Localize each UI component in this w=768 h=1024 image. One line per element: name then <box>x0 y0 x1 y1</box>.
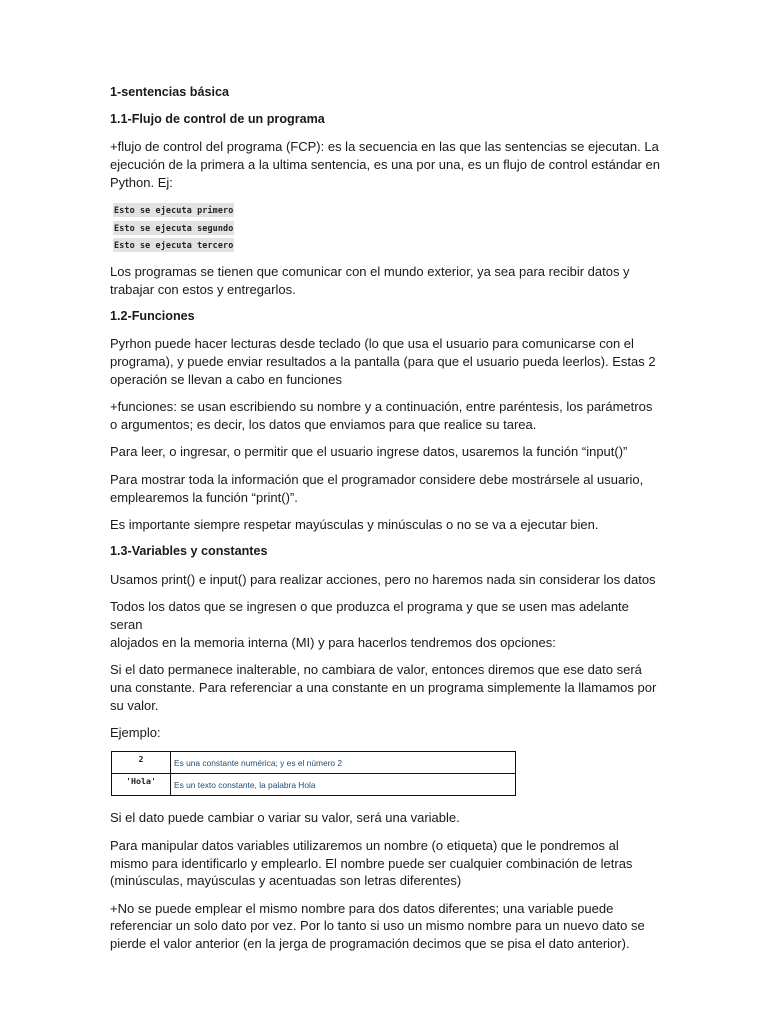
paragraph-input: Para leer, o ingresar, o permitir que el usuario ingrese datos, usaremos la función “input()” <box>110 444 628 460</box>
page-title: 1-sentencias básica <box>110 85 230 99</box>
paragraph-lecturas: Pyrhon puede hacer lecturas desde teclado (lo que usa el usuario para comunicarse con el programa), y puede enviar resultados a la pantalla (para que el usuario pueda leerlos). Estas 2 operación se llevan a cabo en funciones <box>110 336 656 387</box>
paragraph-mismo-nombre: +No se puede emplear el mismo nombre para dos datos diferentes; una variable puede referenciar un solo dato por vez. Por lo tanto si uso un mismo nombre para un nuevo dato se pierde el valor anterior (en la jerga de programación decimos que se pisa el dato anterior). <box>110 900 645 952</box>
paragraph-constante: Si el dato permanece inalterable, no cambiara de valor, entonces diremos que ese dato será una constante. Para referenciar a una constante en un programa simplemente la llamamos por su valor. <box>110 661 657 713</box>
document-body <box>110 84 665 963</box>
paragraph-memoria: Todos los datos que se ingresen o que produzca el programa y que se usen mas adelante seran alojados en la memoria interna (MI) y para hacerlos tendremos dos opciones: <box>110 598 629 650</box>
code-line: Esto se ejecuta primero <box>114 205 234 216</box>
constants-table <box>111 751 516 796</box>
code-example <box>113 200 665 253</box>
paragraph-datos: Usamos print() e input() para realizar acciones, pero no haremos nada sin considerar los datos <box>110 571 656 587</box>
section-heading-1-3: 1.3-Variables y constantes <box>110 544 268 559</box>
example-label: Ejemplo: <box>110 724 161 740</box>
code-line: Esto se ejecuta segundo <box>114 222 234 233</box>
table-cell-description: Es una constante numérica; y es el número 2 <box>171 752 516 774</box>
code-line: Esto se ejecuta tercero <box>114 240 234 251</box>
paragraph-funciones: +funciones: se usan escribiendo su nombre y a continuación, entre paréntesis, los parámetros o argumentos; es decir, los datos que enviamos para que realice su tarea. <box>110 399 653 433</box>
paragraph-nombre: Para manipular datos variables utilizaremos un nombre (o etiqueta) que le pondremos al mismo para identificarlo y emplearlo. El nombre puede ser cualquier combinación de letras (minúsculas, mayúsculas y acentuadas son letras diferentes) <box>110 837 633 889</box>
table-row <box>112 752 516 774</box>
section-heading-1-1: 1.1-Flujo de control de un programa <box>110 112 325 127</box>
table-cell-value: 2 <box>112 752 171 774</box>
paragraph-variable: Si el dato puede cambiar o variar su valor, será una variable. <box>110 810 460 826</box>
paragraph-print: Para mostrar toda la información que el programador considere debe mostrársele al usuario, emplearemos la función “print()”. <box>110 471 644 505</box>
paragraph-mayusculas: Es importante siempre respetar mayúsculas y minúsculas o no se va a ejecutar bien. <box>110 516 599 532</box>
table-row <box>112 774 516 796</box>
table-cell-description: Es un texto constante, la palabra Hola <box>171 774 516 796</box>
paragraph-fcp: +flujo de control del programa (FCP): es la secuencia en las que las sentencias se ejecutan. La ejecución de la primera a la ultima sentencia, es una por una, es un flujo de control estándar en Python. Ej: <box>110 139 660 190</box>
table-cell-value: 'Hola' <box>112 774 171 796</box>
paragraph-comunicacion: Los programas se tienen que comunicar con el mundo exterior, ya sea para recibir datos y trabajar con estos y entregarlos. <box>110 263 630 297</box>
section-heading-1-2: 1.2-Funciones <box>110 309 195 324</box>
